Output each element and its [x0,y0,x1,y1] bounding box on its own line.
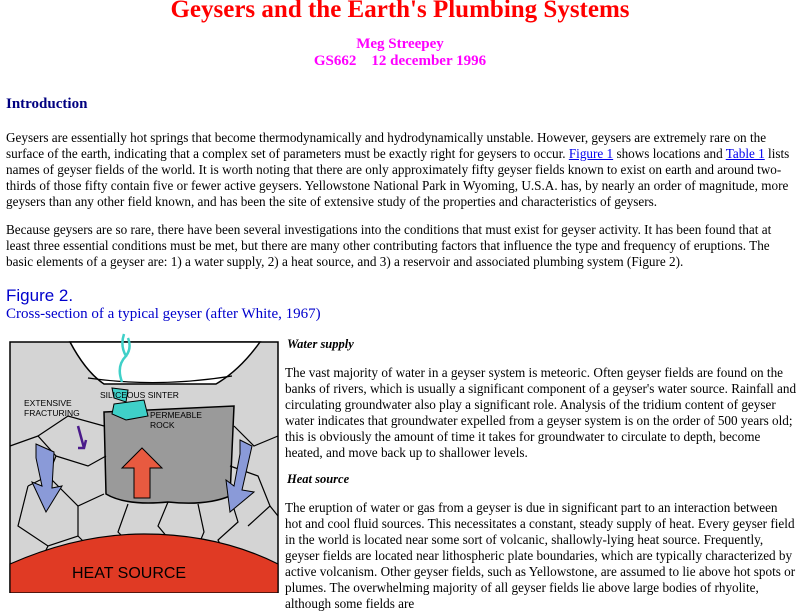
figure-label: Figure 2. [6,286,74,305]
extensive-label: EXTENSIVE [24,398,72,408]
geyser-diagram [8,326,280,593]
figure-1-link[interactable]: Figure 1 [568,146,614,161]
introduction-heading: Introduction [6,96,88,112]
fracturing-label: FRACTURING [24,408,80,418]
intro-p1-text-c: lists names of geyser fields of the world. It is worth noting that there are only approximately fifty geyser fields known to exist on earth and around two-thirds of those fifty contain five or fewer active geysers. Yellowstone National Park in Wyoming, U.S.A. has, by nearly an order of magnitude, more geysers than any other field known, and has been the site of extensive study of the properties and characteristics of geysers. [6,146,790,209]
table-1-link[interactable]: Table 1 [725,146,765,161]
water-supply-text: The vast majority of water in a geyser system is meteoric. Often geyser fields are found on the banks of rivers, which is usually a significant component of a geyser's water source. Rainfall and circulating groundwater also play a significant role. Analysis of the tridium content of geyser water indicates that groundwater expelled from a geyser system is on the order of 500 years old; this is obviously the amount of time it takes for groundwater to circulate to depth, become heated, and move back up to shallower levels. [285,365,797,460]
intro-p1-text-b: shows locations and [616,146,723,161]
heat-source-text: The eruption of water or gas from a geyser is due in significant part to an interaction between hot and cool fluid sources. This necessitates a constant, steady supply of heat. Every geyser field in the world is located near some sort of volcanic, shallowly-lying heat source. Frequently, geyser fields are located near lithospheric plate boundaries, which are typically characterized by active volcanism. Other geyser fields, such as Yellowstone, are assumed to lie above hot spots or plumes. The overwhelming majority of all geyser fields lie above large bodies of rhyolite, although some fields are [285,500,796,611]
figure-caption: Cross-section of a typical geyser (after White, 1967) [6,306,321,322]
author-block [0,36,800,70]
water-supply-heading: Water supply [287,337,354,351]
course-date: GS662 12 december 1996 [313,53,487,69]
permeable-label: PERMEABLE [150,410,202,420]
siliceous-sinter-label: SILICEOUS SINTER [100,390,179,400]
heat-source-heading: Heat source [287,472,350,486]
author-name: Meg Streepey [356,36,444,52]
intro-paragraph-1 [6,130,796,210]
intro-paragraph-2: Because geysers are so rare, there have been several investigations into the conditions that must exist for geyser activity. It has been found that at least three essential conditions must be met, but there are many other contributing factors that influence the type and frequency of eruptions. The basic elements of a geyser are: 1) a water supply, 2) a heat source, and 3) a reservoir and associated plumbing system (Figure 2). [6,222,772,269]
intro-p1-text-a: Geysers are essentially hot springs that become thermodynamically and hydrodynamically unstable. However, geysers are extremely rare on the surface of the earth, indicating that a complex set of parameters must be exactly right for geysers to occur. [6,130,767,161]
rock-label: ROCK [150,420,175,430]
heat-source-label: HEAT SOURCE [72,565,187,582]
geyser-cross-section-figure [8,326,280,593]
page-title: Geysers and the Earth's Plumbing Systems [170,0,630,23]
